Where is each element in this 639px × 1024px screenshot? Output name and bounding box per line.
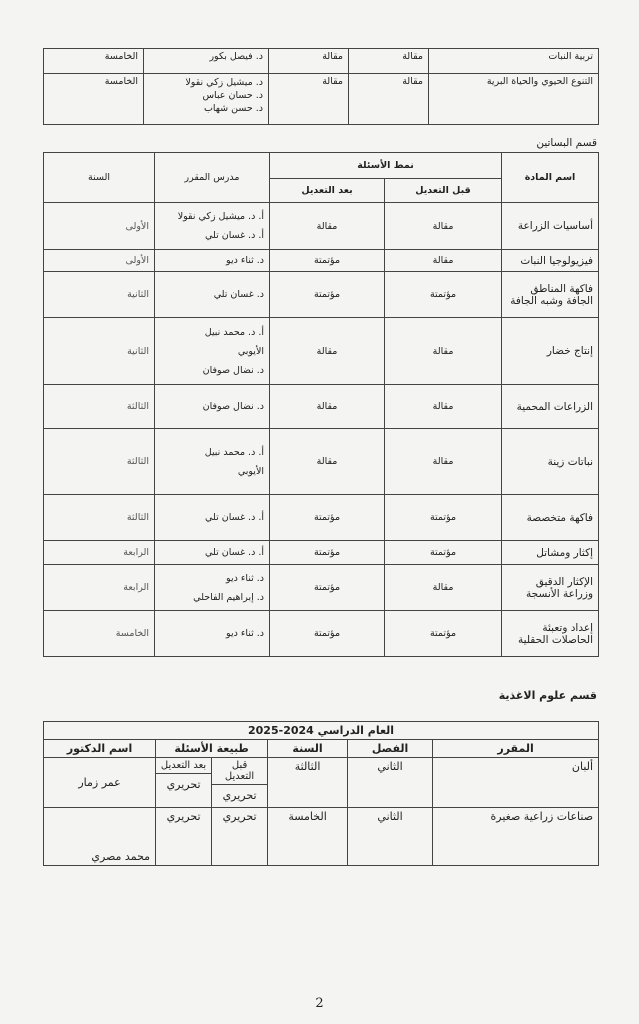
table-row xyxy=(44,49,599,74)
type-after: مقالة xyxy=(270,203,385,250)
table-row xyxy=(44,611,599,657)
before-cell xyxy=(212,758,268,808)
teacher: أ. د. محمد نبيل xyxy=(204,326,264,338)
table-row xyxy=(44,541,599,565)
course-name: أساسيات الزراعة xyxy=(502,203,599,250)
teacher: د. ثناء ديو xyxy=(226,572,264,584)
header-teacher: مدرس المقرر xyxy=(155,153,270,203)
academic-year-title: العام الدراسي 2024-2025 xyxy=(44,722,599,740)
semester: الثاني xyxy=(348,758,433,808)
table-row xyxy=(44,808,599,866)
semester: الثاني xyxy=(348,808,433,866)
type-before: مقالة xyxy=(385,203,502,250)
type-before: مؤتمتة xyxy=(385,495,502,541)
doctor: محمد مصري xyxy=(44,808,156,866)
table-row xyxy=(44,318,599,385)
teacher: د. فيصل بكور xyxy=(144,49,269,74)
teacher: د. ثناء ديو xyxy=(155,611,270,657)
course-name: الإكثار الدقيق وزراعة الأنسجة xyxy=(502,565,599,611)
header-year: السنة xyxy=(44,153,155,203)
type-after: مقالة xyxy=(270,429,385,495)
type-before: مقالة xyxy=(385,429,502,495)
header-semester: الفصل xyxy=(348,740,433,758)
after-cell xyxy=(156,758,212,808)
header-question-type: نمط الأسئلة xyxy=(270,153,502,179)
course-name: ألبان xyxy=(433,758,599,808)
table-row xyxy=(44,758,599,808)
type-after: مؤتمتة xyxy=(270,565,385,611)
teacher: أ. د. غسان تلي xyxy=(155,541,270,565)
teacher-cell xyxy=(155,565,270,611)
type-after: مقالة xyxy=(269,74,349,125)
doctor: عمر زمار xyxy=(44,758,156,808)
type-after: تحريري xyxy=(156,808,212,866)
type-before: مؤتمتة xyxy=(385,541,502,565)
teacher-cell xyxy=(155,203,270,250)
teacher: أ. د. محمد نبيل xyxy=(204,446,264,458)
section-title-horticulture: قسم البساتين xyxy=(536,137,597,149)
year: الثالثة xyxy=(44,429,155,495)
teacher: أ. د. ميشيل زكي نقولا xyxy=(177,211,264,222)
type-before: تحريري xyxy=(212,808,268,866)
header-course: المقرر xyxy=(433,740,599,758)
header-row xyxy=(44,722,599,740)
teacher: د. ثناء ديو xyxy=(155,250,270,272)
header-doctor: اسم الدكتور xyxy=(44,740,156,758)
type-after: مؤتمتة xyxy=(270,272,385,318)
year: الرابعة xyxy=(44,541,155,565)
type-before: مقالة xyxy=(349,74,429,125)
table-row xyxy=(44,495,599,541)
course-name: إكثار ومشاتل xyxy=(502,541,599,565)
header-before: قبل التعديل xyxy=(385,179,502,203)
year: الثالثة xyxy=(44,385,155,429)
year: الرابعة xyxy=(44,565,155,611)
type-before: مقالة xyxy=(385,318,502,385)
year: الثانية xyxy=(44,318,155,385)
type-before: مؤتمتة xyxy=(385,272,502,318)
header-subject: اسم المادة xyxy=(502,153,599,203)
course-name: تربية النبات xyxy=(429,49,599,74)
table-food-science xyxy=(43,721,599,866)
teacher-cell xyxy=(144,74,269,125)
table-row xyxy=(44,203,599,250)
teacher: أ. د. غسان تلي xyxy=(155,495,270,541)
header-after: بعد التعديل xyxy=(270,179,385,203)
type-after: مؤتمتة xyxy=(270,250,385,272)
year: الثانية xyxy=(44,272,155,318)
course-name: إنتاج خضار xyxy=(502,318,599,385)
teacher: د. إبراهيم الفاحلي xyxy=(193,591,264,603)
teacher: د. نضال صوفان xyxy=(155,385,270,429)
course-name: التنوع الحيوي والحياة البرية xyxy=(429,74,599,125)
type-after: مقالة xyxy=(269,49,349,74)
teacher: الأيوبي xyxy=(237,345,264,357)
table-row xyxy=(44,385,599,429)
year: الخامسة xyxy=(44,49,144,74)
year: الخامسة xyxy=(44,74,144,125)
year: الأولى xyxy=(44,250,155,272)
header-row xyxy=(44,740,599,758)
year: الخامسة xyxy=(44,611,155,657)
type-after: مؤتمتة xyxy=(270,611,385,657)
teacher-cell xyxy=(155,318,270,385)
course-name: الزراعات المحمية xyxy=(502,385,599,429)
type-after: تحريري xyxy=(166,778,201,791)
teacher: أ. د. غسان تلي xyxy=(205,230,264,241)
table-row xyxy=(44,565,599,611)
course-name: صناعات زراعية صغيرة xyxy=(433,808,599,866)
section-title-food-science: قسم علوم الاغذية xyxy=(498,689,597,702)
header-after: بعد التعديل xyxy=(156,758,211,774)
type-after: مؤتمتة xyxy=(270,495,385,541)
table-row xyxy=(44,74,599,125)
course-name: فاكهة متخصصة xyxy=(502,495,599,541)
type-after: مقالة xyxy=(270,318,385,385)
teacher: د. غسان تلي xyxy=(155,272,270,318)
teacher-cell xyxy=(155,429,270,495)
header-year: السنة xyxy=(268,740,348,758)
header-row xyxy=(44,153,599,179)
type-before: مقالة xyxy=(349,49,429,74)
course-name: إعداد وتعبئة الحاصلات الحقلية xyxy=(502,611,599,657)
teacher: د. ميشيل زكي نقولا xyxy=(185,77,263,88)
header-question-nature: طبيعة الأسئلة xyxy=(156,740,268,758)
course-name: فيزيولوجيا النبات xyxy=(502,250,599,272)
year: الثالثة xyxy=(44,495,155,541)
type-after: مقالة xyxy=(270,385,385,429)
table-row xyxy=(44,250,599,272)
type-before: مؤتمتة xyxy=(385,611,502,657)
table-horticulture xyxy=(43,152,599,657)
teacher: د. حسان عباس xyxy=(202,90,263,101)
table-row xyxy=(44,429,599,495)
type-before: مقالة xyxy=(385,250,502,272)
table-top-continuation xyxy=(43,48,599,125)
teacher: د. حسن شهاب xyxy=(203,103,263,114)
table-row xyxy=(44,272,599,318)
teacher: د. نضال صوفان xyxy=(202,364,264,376)
type-before: مقالة xyxy=(385,565,502,611)
year: الخامسة xyxy=(268,808,348,866)
header-before: قبل التعديل xyxy=(212,758,267,785)
page-number: 2 xyxy=(315,996,324,1011)
course-name: نباتات زينة xyxy=(502,429,599,495)
type-after: مؤتمتة xyxy=(270,541,385,565)
year: الأولى xyxy=(44,203,155,250)
course-name: فاكهة المناطق الجافة وشبه الجافة xyxy=(502,272,599,318)
teacher: الأيوبي xyxy=(237,465,264,477)
year: الثالثة xyxy=(268,758,348,808)
type-before: مقالة xyxy=(385,385,502,429)
type-before: تحريري xyxy=(222,789,257,802)
